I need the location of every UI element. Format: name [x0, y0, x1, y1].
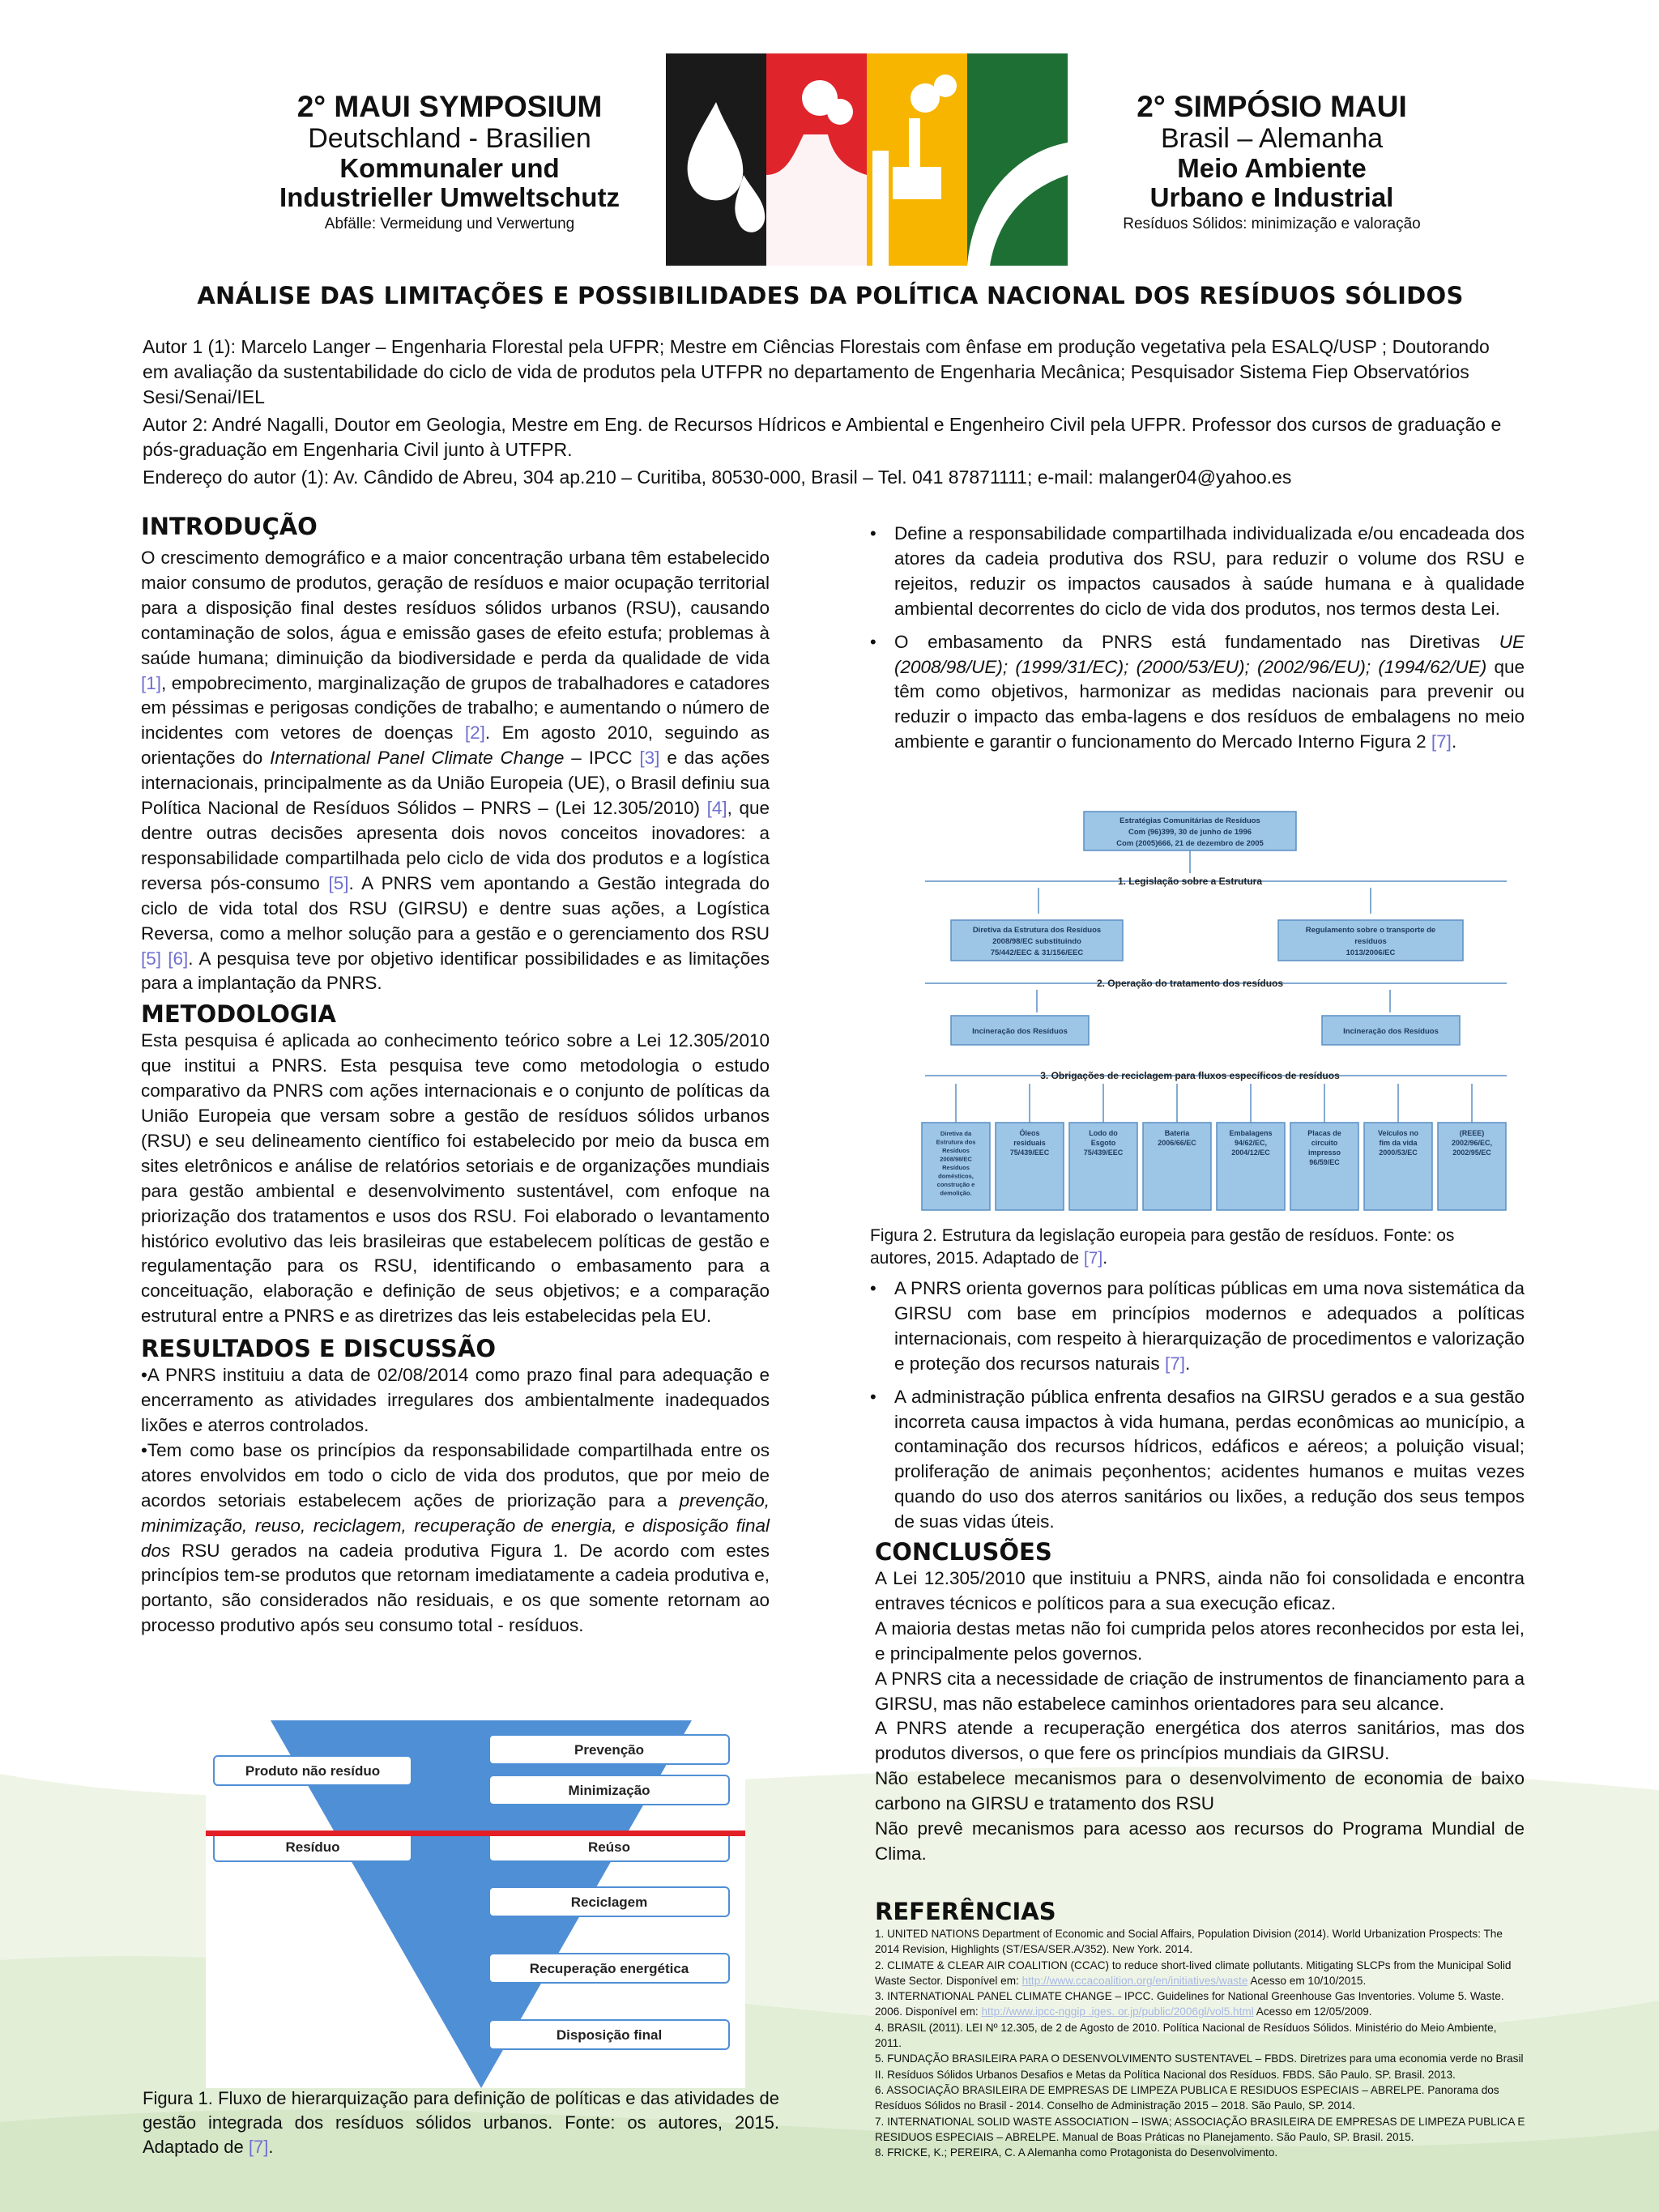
citation-link[interactable]: [7]: [1431, 731, 1452, 752]
header-left-subtitle: Deutschland - Brasilien: [308, 122, 591, 154]
figure-1-hierarchy-diagram: [206, 1720, 745, 2088]
fig2-leaf-label: 2004/12/EC: [1231, 1149, 1270, 1157]
header-right-title: 2° SIMPÓSIO MAUI: [1137, 90, 1407, 123]
citation-link[interactable]: [5]: [141, 948, 162, 969]
referencias-section: [875, 1897, 1526, 2160]
fig2-left-box-1: Diretiva da Estrutura dos Resíduos: [972, 926, 1102, 935]
header-right-line4: Urbano e Industrial: [1149, 182, 1394, 213]
poster-title: ANÁLISE DAS LIMITAÇÕES E POSSIBILIDADES DA POLÍTICA NACIONAL DOS RESÍDUOS SÓLIDOS: [197, 282, 1464, 309]
header-right-subtitle: Brasil – Alemanha: [1160, 122, 1384, 154]
fig2-leaf-label: Óleos: [1019, 1129, 1040, 1137]
header-left-line4: Industrieller Umweltschutz: [279, 182, 620, 213]
fig2-leaf-label: 2008/98/EC: [940, 1155, 972, 1163]
citation-link[interactable]: [5]: [328, 872, 349, 893]
citation-link[interactable]: [1]: [141, 672, 162, 693]
fig2-leaf-label: residuais: [1013, 1139, 1046, 1147]
fig2-inc-left: Incineração dos Resíduos: [972, 1027, 1068, 1036]
fig1-box-recuperacao: Recuperação energética: [529, 1961, 689, 1976]
citation-link[interactable]: [7]: [248, 2137, 269, 2157]
resultados-p1: •A PNRS instituiu a data de 02/08/2014 como prazo final para adequação e encerramento as atividades irregulares dos ambientalmente inadequados lixões e aterros controlados.: [141, 1365, 770, 1435]
figure-2-caption: Figura 2. Estrutura da legislação europeia para gestão de resíduos. Fonte: os autores, 2015. Adaptado de [7].: [870, 1226, 1455, 1268]
reference-item: 7. INTERNATIONAL SOLID WASTE ASSOCIATION – ISWA; ASSOCIAÇÃO BRASILEIRA DE EMPRESAS DE LIMPEZA PUBLICA E RESIDUOS ESPECIAIS – ABRELPE. Manual de Boas Práticas no Planejamento. São Paulo, SP. Brasil. 2015.: [875, 2115, 1525, 2143]
fig2-leaf-label: 94/62/EC,: [1234, 1139, 1268, 1147]
fig2-leaf-label: impresso: [1307, 1149, 1341, 1157]
citation-link[interactable]: [6]: [168, 948, 189, 969]
fig2-leaf-label: Lodo do: [1089, 1129, 1118, 1137]
fig2-leaf-label: Esgoto: [1090, 1139, 1116, 1147]
fig2-leaf-label: demolição.: [940, 1189, 972, 1197]
bullet-item: • A PNRS orienta governos para políticas públicas em uma nova sistemática da GIRSU com base em princípios modernos e adequados a políticas internacionais, com respeito à hierarquização de procedimentos e valorização e proteção dos recursos naturais [7].: [870, 1278, 1525, 1374]
citation-link[interactable]: [7]: [1164, 1353, 1185, 1374]
reference-item: 5. FUNDAÇÃO BRASILEIRA PARA O DESENVOLVIMENTO SUSTENTAVEL – FBDS. Diretrizes para uma economia verde no Brasil II. Resíduos Sólidos Urbanos Desafios e Metas da Política Nacional dos Resíduos. FBDS. São Paulo. SP. Brasil. 2013.: [875, 2052, 1524, 2081]
authors-block: [143, 335, 1520, 492]
intro-heading: INTRODUÇÃO: [141, 513, 318, 540]
fig2-leaf-label: fim da vida: [1379, 1139, 1418, 1147]
right-column-bottom: [870, 1276, 1525, 1543]
conclusoes-p2: A maioria destas metas não foi cumprida pelos atores reconhecidos por esta lei, e principalmente pelos governos.: [875, 1617, 1525, 1664]
reference-item: 1. UNITED NATIONS Department of Economic and Social Affairs, Population Division (2014). World Urbanization Prospects: The 2014 Revision, Highlights (ST/ESA/SER.A/352). New York. 2014.: [875, 1928, 1503, 1956]
fig1-box-reciclagem: Reciclagem: [570, 1894, 648, 1910]
reference-item: 4. BRASIL (2011). LEI Nº 12.305, de 2 de Agosto de 2010. Política Nacional de Resíduos Sólidos. Ministério do Meio Ambiente, 2011.: [875, 2021, 1497, 2050]
bullet-item: • O embasamento da PNRS está fundamentado nas Diretivas UE (2008/98/UE); (1999/31/EC); (2000/53/EU); (2002/96/EU); (1994/62/UE) que têm como objetivos, harmonizar as medidas nacionais para prevenir ou reduzir o impacto das emba-lagens e dos resíduos de embalagens no meio ambiente e garantir o funcionamento do Mercado Interno Figura 2 [7].: [870, 631, 1525, 752]
fig2-top-1: Estratégias Comunitárias de Resíduos: [1120, 816, 1260, 825]
header-left-title: 2° MAUI SYMPOSIUM: [296, 90, 603, 123]
fig2-leaf-label: 96/59/EC: [1309, 1158, 1340, 1166]
fig2-top-3: Com (2005)666, 21 de dezembro de 2005: [1116, 839, 1264, 848]
fig2-leaf-label: Resíduos: [942, 1164, 970, 1171]
fig1-box-prevencao: Prevenção: [574, 1742, 644, 1758]
figure-2-legislation-diagram: [917, 800, 1515, 1221]
fig1-left-top: Produto não resíduo: [245, 1763, 381, 1779]
fig2-top-2: Com (96)399, 30 de junho de 1996: [1128, 828, 1252, 837]
header-right: [1085, 91, 1458, 233]
resultados-p2: •Tem como base os princípios da responsabilidade compartilhada entre os atores envolvidos em todo o ciclo de vida dos produtos, que por meio de acordos setoriais estabelecem ações de priorização para a prevenção, minimização, reuso, reciclagem, recuperação de energia, e disposição final dos RSU gerados na cadeia produtiva Figura 1. De acordo com estes princípios tem-se produtos que retornam imediatamente a cadeia produtiva e, portanto, são considerados não residuais, e os que somente retornam ao processo produtivo após seu consumo total - resíduos.: [141, 1439, 770, 1636]
fig2-leaf-label: 2002/96/EC,: [1451, 1139, 1493, 1147]
metodologia-text: Esta pesquisa é aplicada ao conhecimento teórico sobre a Lei 12.305/2010 que institui a PNRS. Esta pesquisa teve como metodologia o estudo comparativo da PNRS com ações internacionais e o conjunto de políticas da União Europeia que versam sobre a gestão de resíduos sólidos urbanos (RSU) e seu delineamento científico foi estabelecido por meio da busca em sites eletrônicos e análise de relatórios setoriais e de organizações mundiais para gestão ambiental e desenvolvimento sustentável, com enfoque na priorização dos tratamentos e usos dos RSU. Foi elaborado o levantamento histórico evolutivo das leis brasileiras que estabelecem políticas de gestão e regulamentação para os RSU, identificando o embasamento para a conceituação, elaboração e definição de seus objetivos; e a comparação estrutural entre a PNRS e as diretrizes das leis estabelecidas pela EU.: [141, 1030, 770, 1327]
fig2-leaf-label: Veículos no: [1377, 1129, 1419, 1137]
reference-item: 3. INTERNATIONAL PANEL CLIMATE CHANGE – IPCC. Guidelines for National Greenhouse Gas Inventories. Volume 5. Waste. 2006. Disponível em: http://www.ipcc-nggip .iges. or.jp/public/2006gl/vol5.html Acesso em 12/05/2009.: [875, 1990, 1504, 2018]
fig2-right-box-1: Regulamento sobre o transporte de: [1305, 926, 1436, 935]
fig2-leaf-label: Bateria: [1164, 1129, 1190, 1137]
fig1-box-disposicao: Disposição final: [556, 2027, 663, 2043]
conclusoes-p6: Não prevê mecanismos para acesso aos recursos do Programa Mundial de Clima.: [875, 1818, 1525, 1864]
fig2-left-box-3: 75/442/EEC & 31/156/EEC: [990, 948, 1084, 957]
author-2: Autor 2: André Nagalli, Doutor em Geologia, Mestre em Eng. de Recursos Hídricos e Ambiental e Engenheiro Civil pela UFPR. Professor dos cursos de graduação e pós-graduação em Engenharia Civil junto à UTFPR.: [143, 414, 1502, 460]
fig2-leaf-label: Diretiva da: [940, 1130, 972, 1137]
right-column-top: [870, 522, 1525, 763]
conclusoes-heading: CONCLUSÕES: [875, 1538, 1052, 1566]
bullet-item: • Define a responsabilidade compartilhada individualizada e/ou encadeada dos atores da cadeia produtiva dos RSU, para reduzir o volume dos RSU e rejeitos, reduzir os impactos causados à saúde humana e à qualidade ambiental decorrentes do ciclo de vida dos produtos, nos termos desta Lei.: [870, 523, 1525, 619]
conclusoes-p1: A Lei 12.305/2010 que instituiu a PNRS, ainda não foi consolidada e encontra entraves técnicos e políticos para a sua execução eficaz.: [875, 1568, 1525, 1613]
author-address: Endereço do autor (1): Av. Cândido de Abreu, 304 ap.210 – Curitiba, 80530-000, Brasil – Tel. 041 87871111; e-mail: malanger04@yahoo.es: [143, 467, 1292, 488]
reference-item: 6. ASSOCIAÇÃO BRASILEIRA DE EMPRESAS DE LIMPEZA PUBLICA E RESIDUOS ESPECIAIS – ABRELPE. Panorama dos Resíduos Sólidos no Brasil - 2014. Conselho de Administração 2015 – 2018. São Paulo, SP. 2014.: [875, 2083, 1499, 2112]
header-left: [259, 91, 640, 233]
fig2-leaf-label: 75/439/EEC: [1009, 1149, 1050, 1157]
citation-link[interactable]: [3]: [639, 748, 660, 769]
fig1-box-minimizacao: Minimização: [568, 1783, 650, 1798]
figure-1-caption: Figura 1. Fluxo de hierarquização para definição de políticas e das atividades de gestão integrada dos resíduos sólidos urbanos. Fonte: os autores, 2015. Adaptado de [7].: [143, 2088, 779, 2157]
header-left-tagline: Abfälle: Vermeidung und Verwertung: [324, 215, 575, 232]
fig2-leaf-label: domésticos,: [938, 1172, 974, 1180]
fig2-inc-right: Incineração dos Resíduos: [1343, 1027, 1439, 1036]
header-left-line3: Kommunaler und: [339, 153, 560, 184]
references-list: [875, 1926, 1526, 2160]
fig1-divider-line: [206, 1831, 745, 1836]
fig2-section-1: 1. Legislação sobre a Estrutura: [1117, 876, 1263, 887]
symposium-logo: [666, 53, 1068, 266]
fig2-leaf-label: (REEE): [1459, 1129, 1485, 1137]
left-column: [141, 512, 770, 1639]
reference-item: 2. CLIMATE & CLEAR AIR COALITION (CCAC) to reduce short-lived climate pollutants. Mitigating SLCPs from the Municipal Solid Waste Sector. Disponível em: http://www.ccacoalition.org/en/initiatives/waste Acesso em 10/10/2015.: [875, 1958, 1512, 1987]
fig2-leaf-label: circuito: [1311, 1139, 1338, 1147]
fig2-right-box-3: 1013/2006/EC: [1346, 948, 1396, 957]
header-right-tagline: Resíduos Sólidos: minimização e valoração: [1123, 215, 1421, 232]
fig2-leaf-label: Resíduos: [942, 1147, 970, 1154]
fig2-leaf-label: 2006/66/EC: [1158, 1139, 1196, 1147]
fig2-leaf-label: Estrutura dos: [936, 1138, 976, 1146]
conclusoes-p3: A PNRS cita a necessidade de criação de instrumentos de financiamento para a GIRSU, mas não estabelece caminhos orientadores para seu alcance.: [875, 1668, 1525, 1714]
bullet-item: • A administração pública enfrenta desafios na GIRSU gerados e a sua gestão incorreta causa impactos à vida humana, perdas econômicas ao município, a contaminação dos recursos hídricos, edáficos e aéreos; a poluição visual; proliferação de animais peçonhentos; acidentes humanos e muitas vezes quando do uso dos aterros sanitários ou lixões, a redução dos seus tempos de suas vidas úteis.: [870, 1386, 1525, 1532]
reference-link[interactable]: http://www.ipcc-nggip .iges. or.jp/public/2006gl/vol5.html: [981, 2005, 1254, 2018]
fig2-leaf-label: Embalagens: [1229, 1129, 1273, 1137]
citation-link[interactable]: [7]: [1083, 1249, 1103, 1268]
header-right-line3: Meio Ambiente: [1177, 153, 1367, 184]
conclusoes-section: [875, 1537, 1525, 1867]
reference-item: 8. FRICKE, K.; PEREIRA, C. A Alemanha como Protagonista do Desenvolvimento.: [875, 2146, 1278, 2159]
citation-link[interactable]: [4]: [706, 798, 727, 819]
intro-text: O crescimento demográfico e a maior concentração urbana têm estabelecido maior consumo de produtos, geração de resíduos e maior ocupação territorial para a disposição final destes resíduos sólidos urbanos (RSU), causando contaminação de solos, água e emissão gases de efeito estufa; problemas à saúde humana; diminuição da biodiversidade e perda da qualidade de vida [1], empobrecimento, marginalização de grupos de trabalhadores e catadores em péssimas e perigosas condições de trabalho; e aumentando o número de incidentes com vetores de doenças [2]. Em agosto 2010, seguindo as orientações do International Panel Climate Change – IPCC [3] e das ações internacionais, principalmente as da União Europeia (UE), o Brasil definiu sua Política Nacional de Resíduos Sólidos – PNRS – (Lei 12.305/2010) [4], que dentre outras decisões apresenta dois novos conceitos inovadores: a responsabilidade compartilhada pelo ciclo de vida dos produtos e a logística reversa pós-consumo [5]. A PNRS vem apontando a Gestão integrada do ciclo de vida total dos RSU (GIRSU) e dentre suas ações, a Logística Reversa, como a melhor solução para a gestão e o gerenciamento dos RSU [5] [6]. A pesquisa teve por objetivo identificar possibilidades e as limitações para a implantação da PNRS.: [141, 548, 770, 994]
author-1: Autor 1 (1): Marcelo Langer – Engenharia Florestal pela UFPR; Mestre em Ciências Florestais com ênfase em produção vegetativa pela ESALQ/USP ; Doutorando em avaliação da sustentabilidade do ciclo de vida de produtos pela UTFPR no departamento de Engenharia Mecânica; Pesquisador Sistema Fiep Observatórios Sesi/Senai/IEL: [143, 336, 1490, 407]
citation-link[interactable]: [2]: [464, 722, 485, 744]
fig2-leaf-label: 75/439/EEC: [1083, 1149, 1124, 1157]
fig2-leaf-label: construção e: [936, 1181, 975, 1188]
fig2-leaf-label: 2000/53/EC: [1379, 1149, 1418, 1157]
conclusoes-p5: Não estabelece mecanismos para o desenvolvimento de economia de baixo carbono na GIRSU e tratamento dos RSU: [875, 1768, 1525, 1814]
fig2-right-box-2: resíduos: [1354, 937, 1387, 946]
fig1-left-bottom: Resíduo: [285, 1839, 340, 1855]
resultados-heading: RESULTADOS E DISCUSSÃO: [141, 1335, 496, 1363]
metodologia-heading: METODOLOGIA: [141, 1000, 336, 1029]
fig2-leaf-label: Placas de: [1307, 1129, 1341, 1137]
fig2-section-3: 3. Obrigações de reciclagem para fluxos específicos de resíduos: [1040, 1070, 1340, 1081]
fig2-left-box-2: 2008/98/EC substituindo: [992, 937, 1081, 946]
conclusoes-p4: A PNRS atende a recuperação energética dos aterros sanitários, mas dos produtos diversos, o que fere os princípios mundiais da GIRSU.: [875, 1718, 1525, 1764]
fig2-leaf-label: 2002/95/EC: [1452, 1149, 1491, 1157]
fig2-section-2: 2. Operação do tratamento dos resíduos: [1096, 978, 1284, 989]
referencias-heading: REFERÊNCIAS: [875, 1898, 1056, 1925]
fig1-box-reuso: Reúso: [588, 1839, 630, 1855]
reference-link[interactable]: http://www.ccacoalition.org/en/initiatives/waste: [1021, 1974, 1248, 1987]
